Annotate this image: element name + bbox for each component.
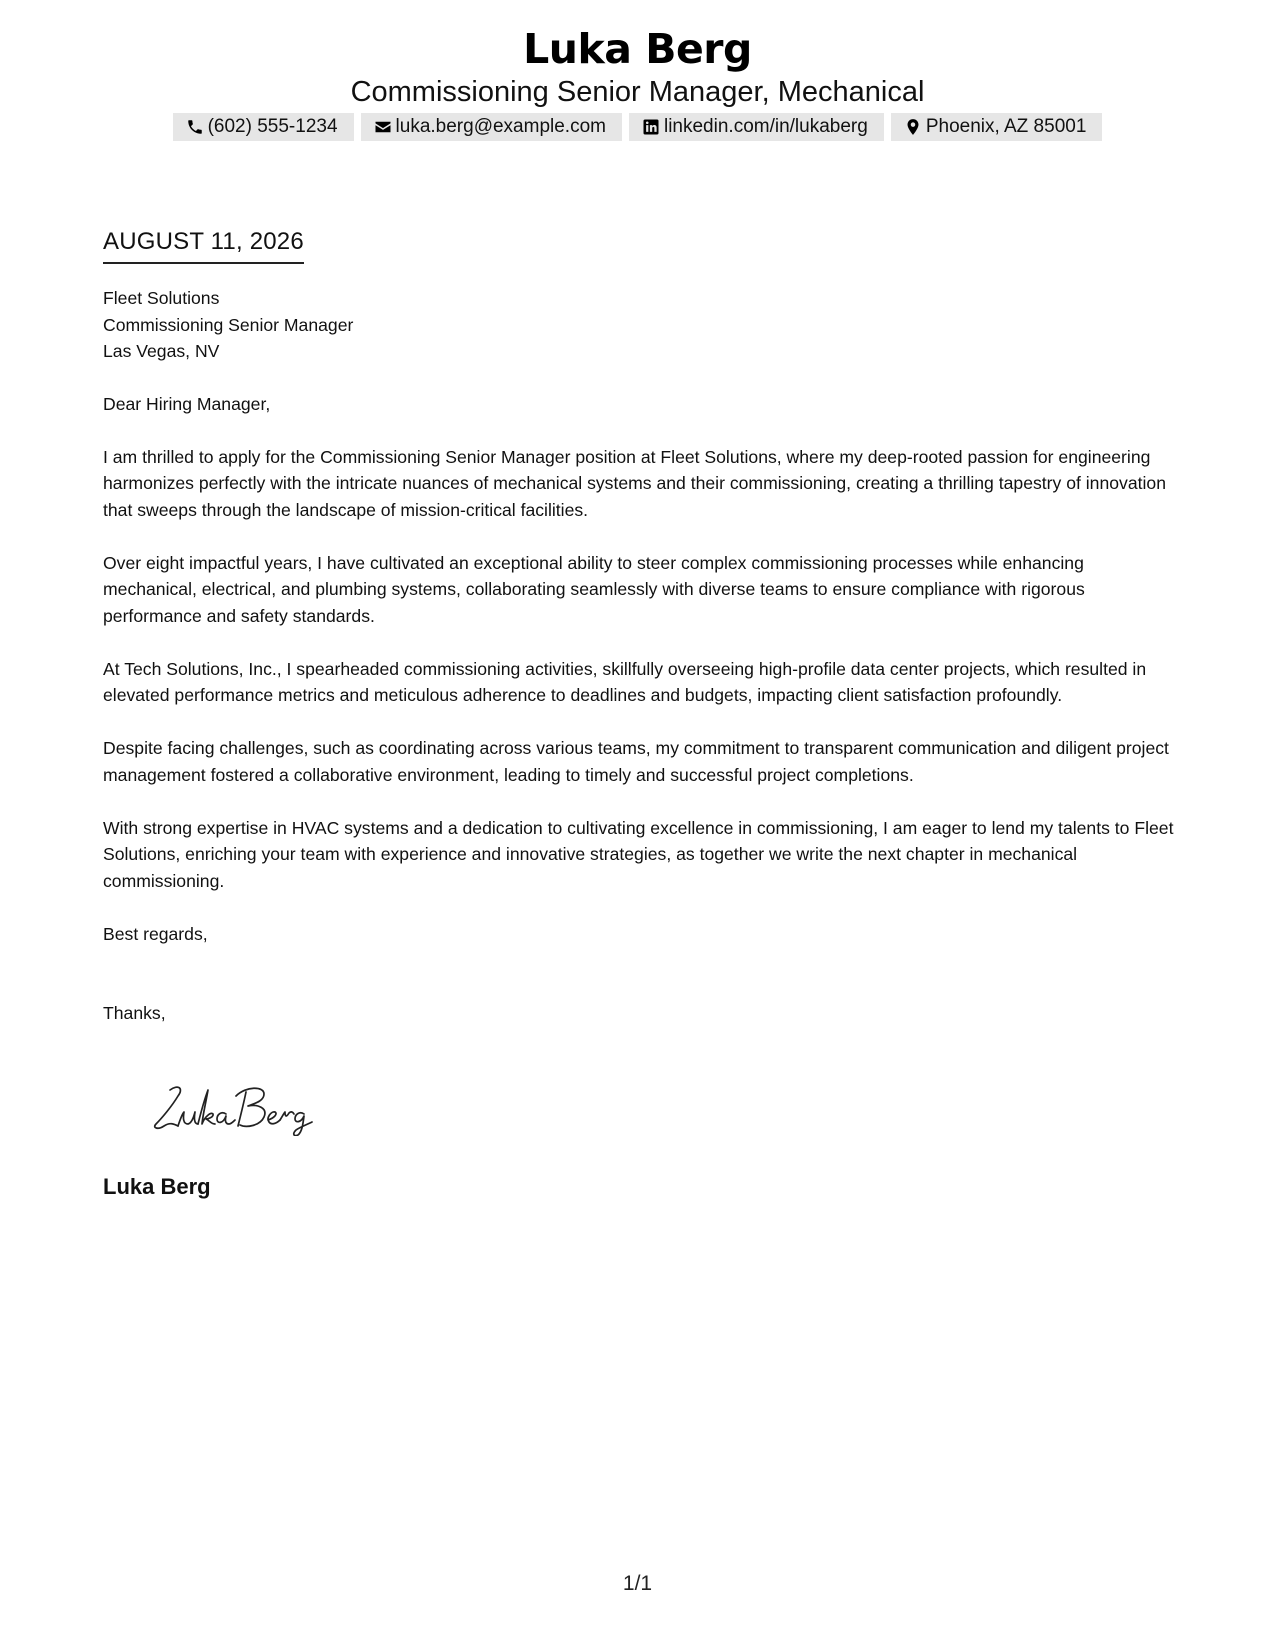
- paragraph: Over eight impactful years, I have cultivated an exceptional ability to steer complex commissioning processes while enhancing mechanical, electrical, and plumbing systems, collaborating seamlessly with diverse teams to ensure compliance with rigorous performance and safety standards.: [103, 552, 1085, 626]
- thanks: Thanks,: [103, 1003, 166, 1023]
- recipient-location: Las Vegas, NV: [103, 341, 220, 361]
- envelope-icon: [374, 118, 392, 136]
- map-marker-icon: [904, 118, 922, 136]
- paragraph: I am thrilled to apply for the Commissioning Senior Manager position at Fleet Solutions, where my deep-rooted passion for engineering harmonizes perfectly with the intricate nuances of mechanical systems and their commissioning, creating a thrilling tapestry of innovation that sweeps through the landscape of mission-critical facilities.: [103, 446, 1166, 520]
- contact-linkedin[interactable]: [629, 113, 884, 141]
- applicant-name: Luka Berg: [523, 25, 752, 73]
- email-text: luka.berg@example.com: [395, 116, 606, 137]
- page-number: 1/1: [622, 1572, 653, 1595]
- contact-location[interactable]: [891, 113, 1103, 141]
- paragraph: Despite facing challenges, such as coordinating across various teams, my commitment to transparent communication and diligent project management fostered a collaborative environment, leading to timely and successful project completions.: [103, 738, 1169, 785]
- letter-body: [103, 285, 1178, 1027]
- contact-email[interactable]: [361, 113, 622, 141]
- letter-date: AUGUST 11, 2026: [103, 226, 304, 264]
- signature-image: [148, 1080, 328, 1136]
- signer-name: Luka Berg: [103, 1174, 211, 1199]
- contact-phone[interactable]: [173, 113, 354, 141]
- closing: Best regards,: [103, 923, 208, 944]
- location-text: Phoenix, AZ 85001: [925, 116, 1087, 137]
- letter-header: [0, 22, 1275, 110]
- phone-icon: [186, 118, 204, 136]
- paragraph: At Tech Solutions, Inc., I spearheaded commissioning activities, skillfully overseeing high-profile data center projects, which resulted in elevated performance metrics and meticulous adherence to deadlines and budgets, impacting client satisfaction profoundly.: [103, 658, 1147, 705]
- contact-bar: [0, 113, 1275, 141]
- paragraph: With strong expertise in HVAC systems and a dedication to cultivating excellence in commissioning, I am eager to lend my talents to Fleet Solutions, enriching your team with experience and innovative strategies, as together we write the next chapter in mechanical commissioning.: [103, 817, 1174, 891]
- linkedin-text: linkedin.com/in/lukaberg: [663, 116, 868, 137]
- recipient-company: Fleet Solutions: [103, 288, 220, 308]
- applicant-title: Commissioning Senior Manager, Mechanical: [350, 76, 925, 108]
- linkedin-icon: [642, 118, 660, 136]
- salutation: Dear Hiring Manager,: [103, 393, 271, 414]
- recipient-role: Commissioning Senior Manager: [103, 314, 354, 335]
- recipient-block: [103, 285, 1178, 365]
- phone-text: (602) 555-1234: [207, 116, 338, 137]
